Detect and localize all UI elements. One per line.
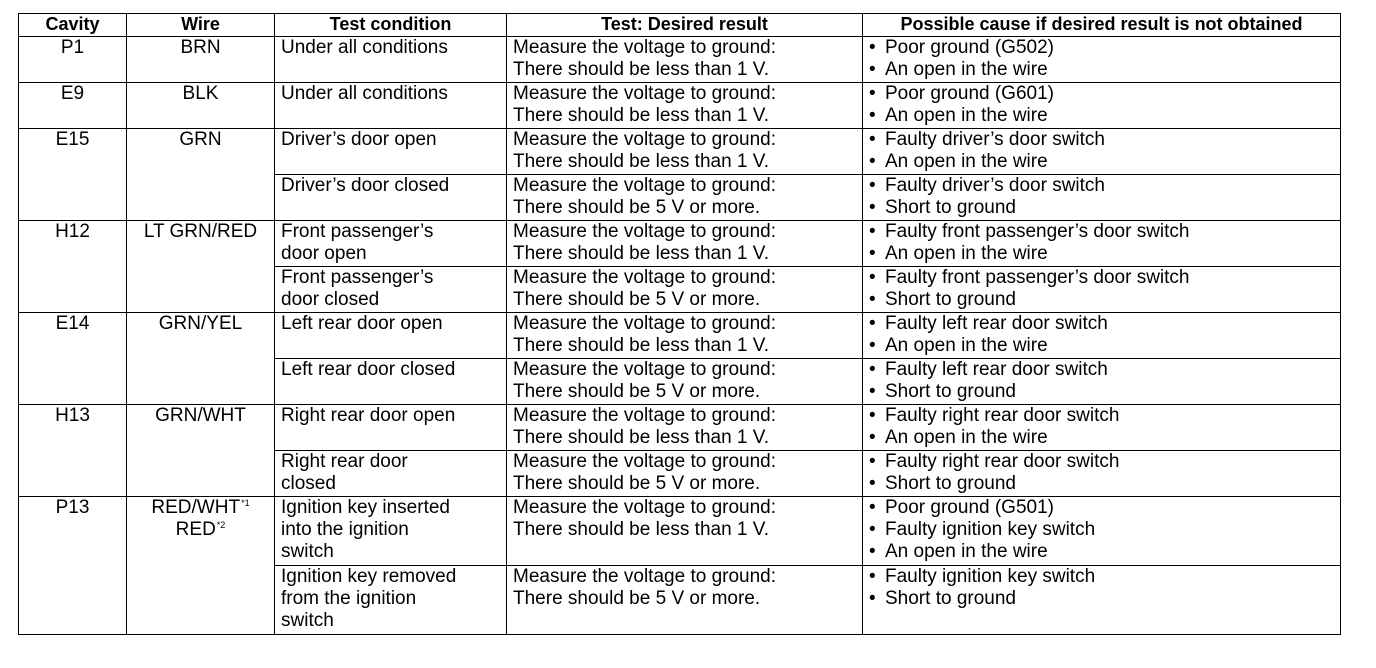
table-row bbox=[19, 221, 1341, 267]
header-wire: Wire bbox=[127, 14, 275, 37]
result-cell: Measure the voltage to ground: There should be 5 V or more. bbox=[507, 451, 863, 497]
header-row bbox=[19, 14, 1341, 37]
cause-cell bbox=[863, 175, 1341, 221]
result-cell: Measure the voltage to ground: There should be 5 V or more. bbox=[507, 359, 863, 405]
condition-cell: Left rear door closed bbox=[275, 359, 507, 405]
cavity-cell: P13 bbox=[19, 497, 127, 635]
footnote-marker: *2 bbox=[216, 519, 226, 530]
cause-item: • Short to ground bbox=[869, 473, 1334, 495]
cause-cell bbox=[863, 313, 1341, 359]
cause-item: • An open in the wire bbox=[869, 541, 1334, 563]
cause-item: • Faulty ignition key switch bbox=[869, 566, 1334, 588]
cause-cell bbox=[863, 221, 1341, 267]
result-cell: Measure the voltage to ground: There should be less than 1 V. bbox=[507, 129, 863, 175]
table-row bbox=[19, 313, 1341, 359]
cavity-cell: E14 bbox=[19, 313, 127, 405]
cause-cell bbox=[863, 405, 1341, 451]
result-cell: Measure the voltage to ground: There should be less than 1 V. bbox=[507, 497, 863, 566]
cause-item: • An open in the wire bbox=[869, 59, 1334, 81]
condition-cell: Under all conditions bbox=[275, 37, 507, 83]
cause-item: • Faulty left rear door switch bbox=[869, 313, 1334, 335]
cause-cell bbox=[863, 497, 1341, 566]
header-cavity: Cavity bbox=[19, 14, 127, 37]
cavity-cell: E15 bbox=[19, 129, 127, 221]
cause-item: • Faulty front passenger’s door switch bbox=[869, 267, 1334, 289]
wire-cell: GRN/WHT bbox=[127, 405, 275, 497]
cause-item: • Short to ground bbox=[869, 588, 1334, 610]
cause-item: • Faulty right rear door switch bbox=[869, 451, 1334, 473]
cause-item: • Faulty driver’s door switch bbox=[869, 175, 1334, 197]
cause-cell bbox=[863, 37, 1341, 83]
result-cell: Measure the voltage to ground: There should be less than 1 V. bbox=[507, 405, 863, 451]
header-possible-cause: Possible cause if desired result is not obtained bbox=[863, 14, 1341, 37]
cavity-cell: H12 bbox=[19, 221, 127, 313]
result-cell: Measure the voltage to ground: There should be less than 1 V. bbox=[507, 83, 863, 129]
cause-item: • An open in the wire bbox=[869, 151, 1334, 173]
wire-cell bbox=[127, 497, 275, 635]
wire-color: RED/WHT bbox=[151, 497, 241, 518]
cause-item: • Short to ground bbox=[869, 381, 1334, 403]
wire-cell: GRN/YEL bbox=[127, 313, 275, 405]
cause-cell bbox=[863, 566, 1341, 635]
cause-item: • Poor ground (G501) bbox=[869, 497, 1334, 519]
condition-cell: Driver’s door open bbox=[275, 129, 507, 175]
cause-item: • Faulty driver’s door switch bbox=[869, 129, 1334, 151]
result-cell: Measure the voltage to ground: There should be less than 1 V. bbox=[507, 313, 863, 359]
result-cell: Measure the voltage to ground: There should be less than 1 V. bbox=[507, 37, 863, 83]
wire-cell: BRN bbox=[127, 37, 275, 83]
cause-item: • An open in the wire bbox=[869, 335, 1334, 357]
header-test-condition: Test condition bbox=[275, 14, 507, 37]
cause-item: • Short to ground bbox=[869, 289, 1334, 311]
condition-cell: Ignition key removed from the ignition switch bbox=[275, 566, 507, 635]
result-cell: Measure the voltage to ground: There should be 5 V or more. bbox=[507, 267, 863, 313]
cause-item: • Faulty right rear door switch bbox=[869, 405, 1334, 427]
cavity-cell: H13 bbox=[19, 405, 127, 497]
result-cell: Measure the voltage to ground: There should be less than 1 V. bbox=[507, 221, 863, 267]
table-row bbox=[19, 405, 1341, 451]
table-row bbox=[19, 497, 1341, 566]
header-desired-result: Test: Desired result bbox=[507, 14, 863, 37]
result-cell: Measure the voltage to ground: There should be 5 V or more. bbox=[507, 175, 863, 221]
cause-cell bbox=[863, 129, 1341, 175]
cause-item: • Faulty front passenger’s door switch bbox=[869, 221, 1334, 243]
condition-cell: Driver’s door closed bbox=[275, 175, 507, 221]
condition-cell: Ignition key inserted into the ignition switch bbox=[275, 497, 507, 566]
condition-cell: Right rear door open bbox=[275, 405, 507, 451]
cause-item: • An open in the wire bbox=[869, 427, 1334, 449]
condition-cell: Front passenger’s door open bbox=[275, 221, 507, 267]
cause-item: • Poor ground (G601) bbox=[869, 83, 1334, 105]
table-row bbox=[19, 129, 1341, 175]
wire-cell: LT GRN/RED bbox=[127, 221, 275, 313]
diagnostic-table bbox=[18, 13, 1341, 635]
wire-cell: BLK bbox=[127, 83, 275, 129]
condition-cell: Under all conditions bbox=[275, 83, 507, 129]
cause-item: • An open in the wire bbox=[869, 105, 1334, 127]
cavity-cell: P1 bbox=[19, 37, 127, 83]
wire-cell: GRN bbox=[127, 129, 275, 221]
result-cell: Measure the voltage to ground: There should be 5 V or more. bbox=[507, 566, 863, 635]
cause-item: • Short to ground bbox=[869, 197, 1334, 219]
cause-item: • Faulty ignition key switch bbox=[869, 519, 1334, 541]
table-row bbox=[19, 37, 1341, 83]
cause-item: • An open in the wire bbox=[869, 243, 1334, 265]
footnote-marker: *1 bbox=[241, 497, 250, 508]
cavity-cell: E9 bbox=[19, 83, 127, 129]
condition-cell: Right rear door closed bbox=[275, 451, 507, 497]
cause-cell bbox=[863, 83, 1341, 129]
cause-cell bbox=[863, 451, 1341, 497]
wire-color-alt: RED bbox=[175, 519, 216, 540]
cause-cell bbox=[863, 359, 1341, 405]
condition-cell: Left rear door open bbox=[275, 313, 507, 359]
cause-cell bbox=[863, 267, 1341, 313]
table-row bbox=[19, 83, 1341, 129]
cause-item: • Faulty left rear door switch bbox=[869, 359, 1334, 381]
cause-item: • Poor ground (G502) bbox=[869, 37, 1334, 59]
condition-cell: Front passenger’s door closed bbox=[275, 267, 507, 313]
